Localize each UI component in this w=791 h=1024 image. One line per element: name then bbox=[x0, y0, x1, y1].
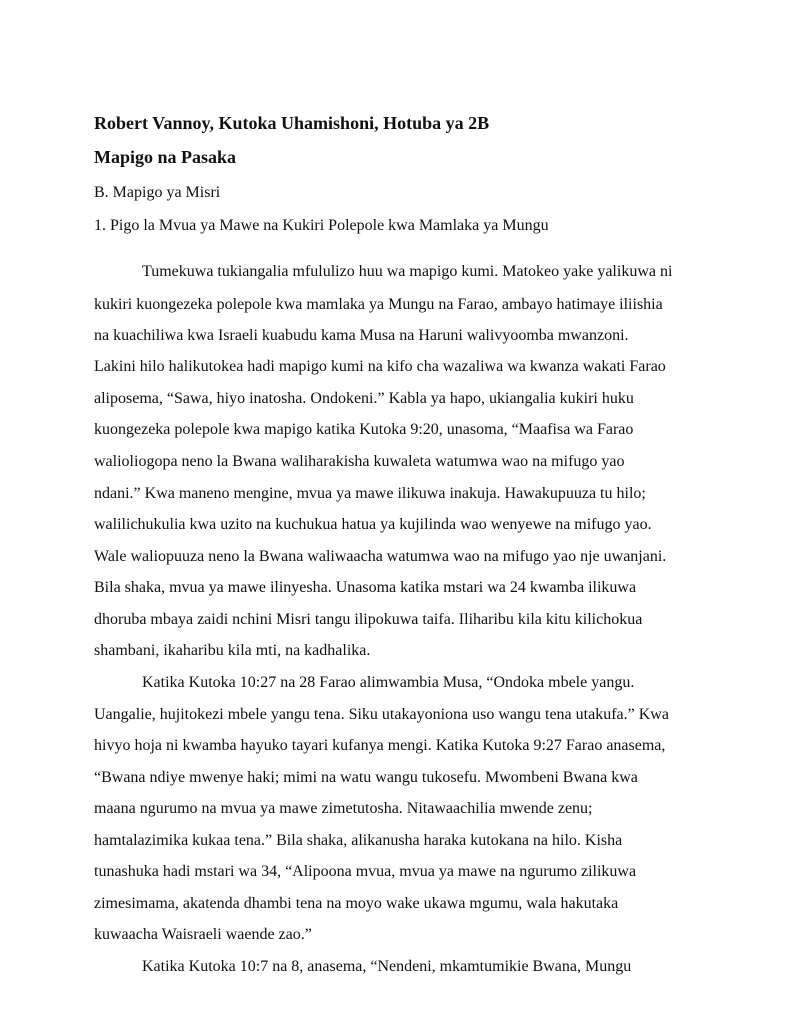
body-line: kuwaacha Waisraeli waende zao.” bbox=[94, 926, 312, 943]
body-line: ndani.” Kwa maneno mengine, mvua ya mawe ilikuwa inakuja. Hawakupuuza tu hilo; bbox=[94, 485, 646, 502]
body-line: Katika Kutoka 10:27 na 28 Farao alimwambia Musa, “Ondoka mbele yangu. bbox=[142, 674, 635, 691]
body-line: aliposema, “Sawa, hiyo inatosha. Ondokeni.” Kabla ya hapo, ukiangalia kukiri huku bbox=[94, 390, 634, 407]
body-line: na kuachiliwa kwa Israeli kuabudu kama Musa na Haruni walivyoomba mwanzoni. bbox=[94, 327, 629, 344]
body-line: dhoruba mbaya zaidi nchini Misri tangu ilipokuwa taifa. Iliharibu kila kitu kilichokua bbox=[94, 611, 643, 628]
body-line: Wale waliopuuza neno la Bwana waliwaacha watumwa wao na mifugo yao nje uwanjani. bbox=[94, 548, 667, 565]
body-line: kuongezeka polepole kwa mapigo katika Kutoka 9:20, unasoma, “Maafisa wa Farao bbox=[94, 421, 634, 438]
body-line: shambani, ikaharibu kila mti, na kadhalika. bbox=[94, 642, 371, 659]
body-line: maana ngurumo na mvua ya mawe zimetutosha. Nitawaachilia mwende zenu; bbox=[94, 800, 593, 817]
body-line: Bila shaka, mvua ya mawe ilinyesha. Unasoma katika mstari wa 24 kwamba ilikuwa bbox=[94, 579, 637, 596]
body-line: zimesimama, akatenda dhambi tena na moyo wake ukawa mgumu, wala hakutaka bbox=[94, 895, 619, 912]
body-line: kukiri kuongezeka polepole kwa mamlaka ya Mungu na Farao, ambayo hatimaye iliishia bbox=[94, 296, 663, 313]
section-heading: B. Mapigo ya Misri bbox=[94, 184, 221, 201]
body-line: Katika Kutoka 10:7 na 8, anasema, “Nendeni, mkamtumikie Bwana, Mungu bbox=[142, 958, 632, 975]
body-line: walioliogopa neno la Bwana waliharakisha kuwaleta watumwa wao na mifugo yao bbox=[94, 453, 625, 470]
body-line: tunashuka hadi mstari wa 34, “Alipoona mvua, mvua ya mawe na ngurumo zilikuwa bbox=[94, 863, 637, 880]
body-line: “Bwana ndiye mwenye haki; mimi na watu wangu tukosefu. Mwombeni Bwana kwa bbox=[94, 769, 638, 786]
subsection-heading: 1. Pigo la Mvua ya Mawe na Kukiri Polepole kwa Mamlaka ya Mungu bbox=[94, 217, 549, 234]
body-line: walilichukulia kwa uzito na kuchukua hatua ya kujilinda wao wenyewe na mifugo yao. bbox=[94, 516, 652, 533]
body-line: hamtalazimika kukaa tena.” Bila shaka, alikanusha haraka kutokana na hilo. Kisha bbox=[94, 832, 623, 849]
body-line: Tumekuwa tukiangalia mfululizo huu wa mapigo kumi. Matokeo yake yalikuwa ni bbox=[142, 263, 673, 280]
body-line: hivyo hoja ni kwamba hayuko tayari kufanya mengi. Katika Kutoka 9:27 Farao anasema, bbox=[94, 737, 666, 754]
document-title: Robert Vannoy, Kutoka Uhamishoni, Hotuba ya 2B bbox=[94, 113, 490, 133]
body-line: Lakini hilo halikutokea hadi mapigo kumi na kifo cha wazaliwa wa kwanza wakati Farao bbox=[94, 358, 666, 375]
body-line: Uangalie, hujitokezi mbele yangu tena. Siku utakayoniona uso wangu tena utakufa.” Kwa bbox=[94, 706, 669, 723]
document-subtitle: Mapigo na Pasaka bbox=[94, 147, 237, 167]
